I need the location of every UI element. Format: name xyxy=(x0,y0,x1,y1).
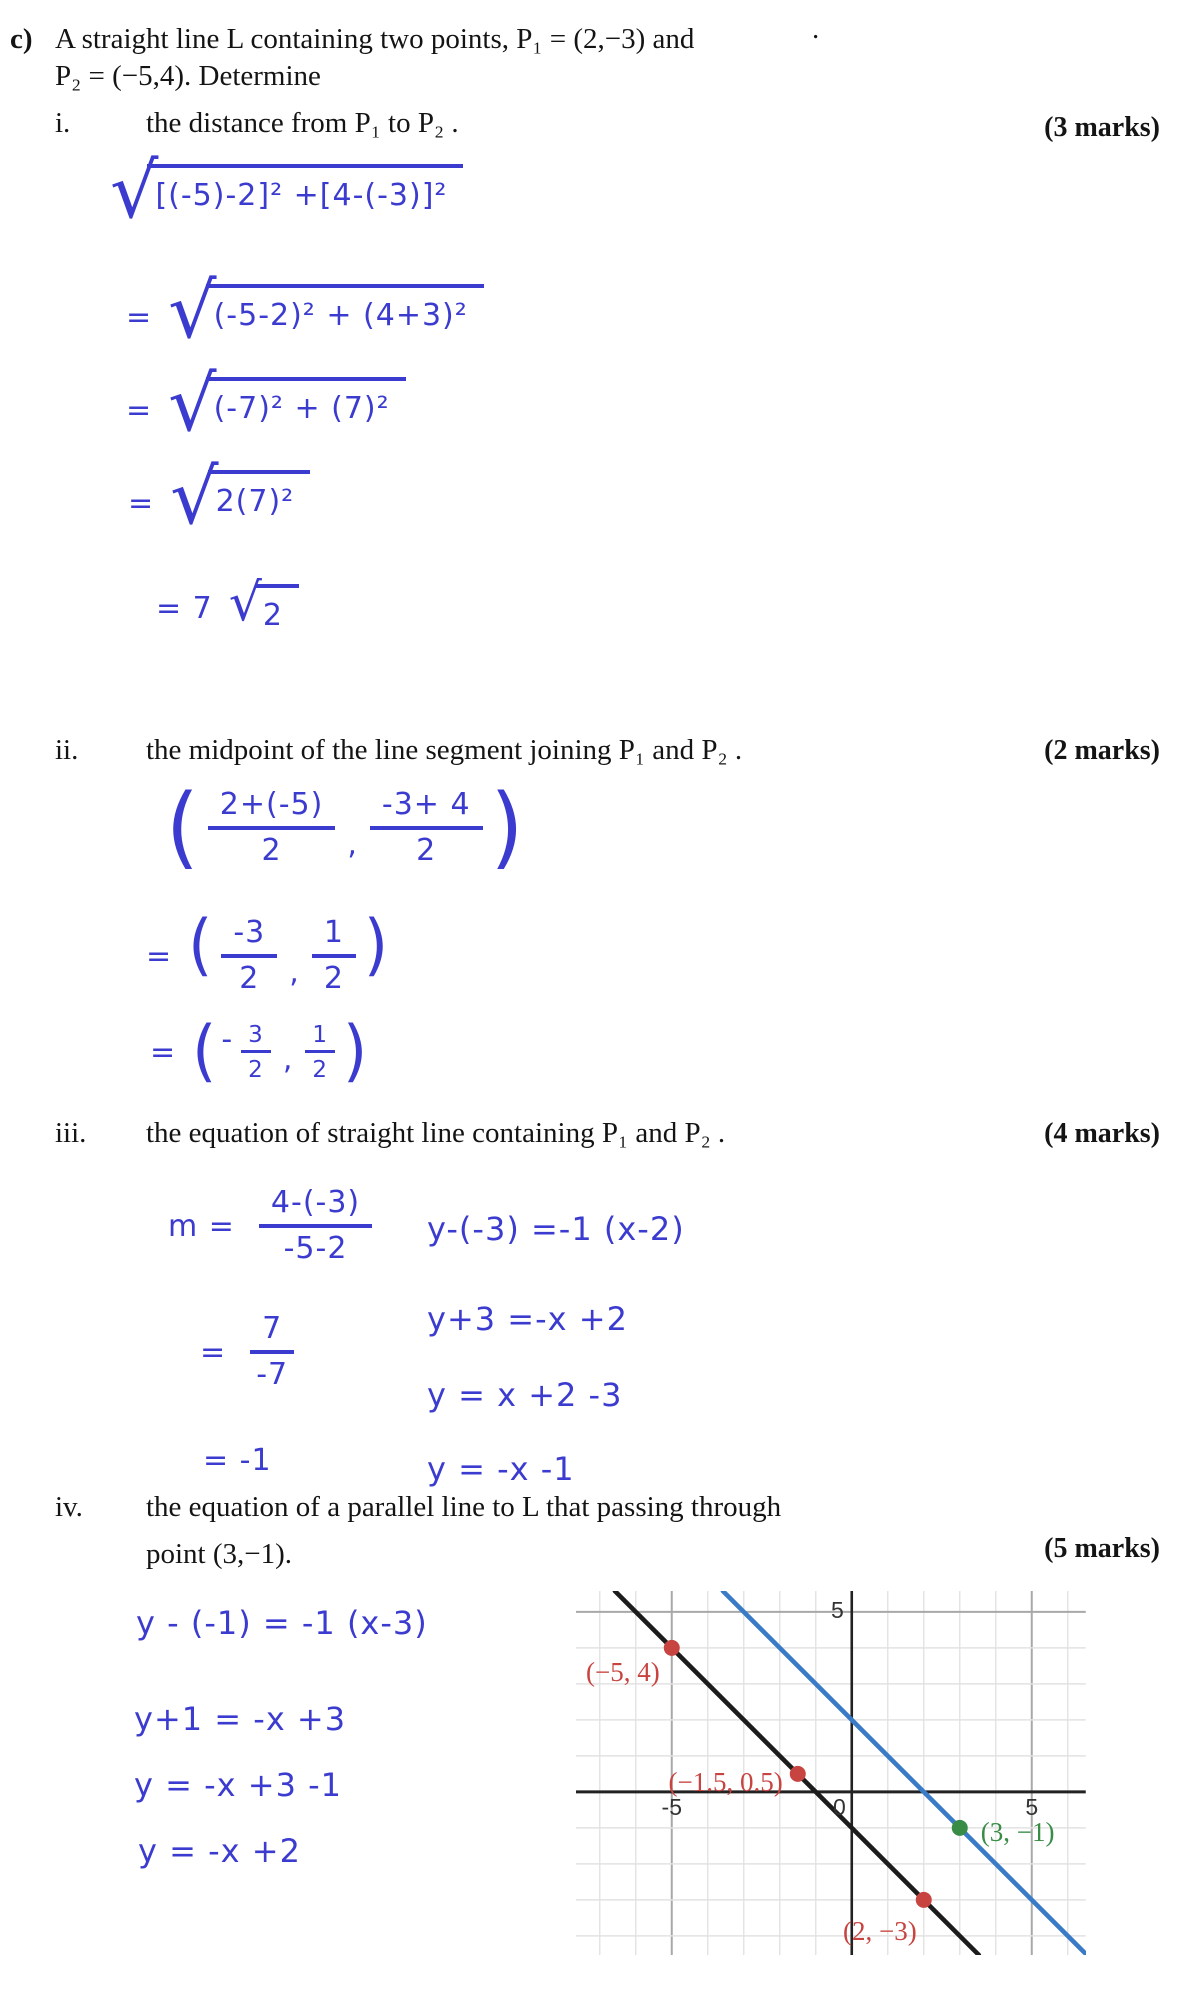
open-paren: ( xyxy=(166,775,200,879)
equals-sign: = xyxy=(126,392,153,428)
item-iv-text-line-1: the equation of a parallel line to L that passing through xyxy=(146,1491,782,1523)
point-dot xyxy=(790,1766,806,1782)
item-iv-text-line-2: point (3,−1). xyxy=(146,1538,293,1570)
fraction: $\frac{3}{2}$ xyxy=(241,1022,271,1083)
fraction: $\frac{2+(-5)}{2}$ xyxy=(208,788,336,868)
x-tick-label: 0 xyxy=(832,1793,846,1820)
comma: , xyxy=(347,827,358,862)
work-iv-line-1: y - (-1) = -1 (x-3) xyxy=(136,1604,428,1642)
equals-sign: = xyxy=(200,1334,227,1370)
work-i-line-5 xyxy=(156,573,299,633)
item-iv-marks: (5 marks) xyxy=(1044,1533,1160,1564)
comma: , xyxy=(282,1042,294,1077)
radicand: (-7)² + (7)² xyxy=(206,377,406,426)
radicand: [(-5)-2]² +[4-(-3)]² xyxy=(147,164,463,213)
point-label: (2, −3) xyxy=(843,1915,917,1946)
work-iii-eq-3: y = x +2 -3 xyxy=(427,1376,623,1414)
point-label: (−5, 4) xyxy=(586,1656,660,1687)
radical-sign: √ xyxy=(170,452,220,541)
point-dot xyxy=(952,1820,968,1836)
equals-seven: = 7 xyxy=(156,591,213,626)
work-iii-slope-1 xyxy=(168,1186,380,1266)
part-label: c) xyxy=(10,23,33,55)
item-iv-numeral: iv. xyxy=(55,1491,83,1523)
question-line-2: P₂ = (−5,4). Determine xyxy=(55,60,321,92)
item-i-text: the distance from P₁ to P₂ . xyxy=(146,107,459,139)
fraction: $\frac{-3}{2}$ xyxy=(221,916,277,996)
work-iii-eq-2: y+3 =-x +2 xyxy=(427,1300,628,1338)
radicand: 2 xyxy=(255,584,299,633)
equals-sign: = xyxy=(146,938,173,974)
item-iii-text: the equation of straight line containing P₁ and P₂ . xyxy=(146,1117,726,1149)
comma: , xyxy=(289,955,300,990)
work-ii-line-2 xyxy=(146,905,390,996)
work-i-line-4 xyxy=(128,452,310,541)
item-ii-text: the midpoint of the line segment joining P₁ and P₂ . xyxy=(146,734,743,766)
minus-sign: - xyxy=(221,1022,234,1057)
open-paren: ( xyxy=(188,905,214,984)
work-iii-slope-2 xyxy=(200,1312,302,1392)
equals-sign: = xyxy=(128,485,155,521)
fraction: $\frac{4-(-3)}{-5-2}$ xyxy=(259,1186,372,1266)
fraction: $\frac{1}{2}$ xyxy=(312,916,356,996)
point-dot xyxy=(916,1892,932,1908)
fraction: $\frac{7}{-7}$ xyxy=(250,1312,294,1392)
close-paren: ) xyxy=(490,775,525,879)
coordinate-graph xyxy=(576,1591,1086,1955)
close-paren: ) xyxy=(363,905,390,984)
radical-sign: √ xyxy=(228,573,263,633)
work-i-line-2 xyxy=(126,266,484,355)
point-label: (−1.5, 0.5) xyxy=(668,1766,783,1797)
item-iii-numeral: iii. xyxy=(55,1117,87,1149)
fraction: $\frac{-3+ 4}{2}$ xyxy=(370,788,483,868)
work-i-line-3 xyxy=(126,359,406,448)
close-paren: ) xyxy=(343,1011,369,1090)
item-i-marks: (3 marks) xyxy=(1044,112,1160,143)
work-iv-line-3: y = -x +3 -1 xyxy=(134,1766,342,1804)
work-ii-line-1 xyxy=(166,775,525,879)
radical-sign: √ xyxy=(168,266,218,355)
y-tick-label: 5 xyxy=(830,1596,844,1623)
point-label: (3, −1) xyxy=(980,1816,1055,1847)
equals-sign: = xyxy=(126,299,153,335)
radicand: (-5-2)² + (4+3)² xyxy=(206,284,484,333)
work-iv-line-2: y+1 = -x +3 xyxy=(134,1700,347,1738)
point-dot xyxy=(664,1640,680,1656)
work-ii-line-3 xyxy=(150,1011,369,1090)
item-ii-numeral: ii. xyxy=(55,734,79,766)
work-iv-line-4: y = -x +2 xyxy=(138,1832,301,1870)
equals-sign: = xyxy=(150,1035,177,1070)
radicand: 2(7)² xyxy=(208,470,311,519)
radical-sign: √ xyxy=(110,146,160,235)
work-i-line-1 xyxy=(110,146,463,235)
item-ii-marks: (2 marks) xyxy=(1044,735,1160,766)
x-tick-label: -5 xyxy=(661,1793,682,1820)
item-iii-marks: (4 marks) xyxy=(1044,1118,1160,1149)
fraction: $\frac{1}{2}$ xyxy=(305,1022,335,1083)
radical-sign: √ xyxy=(168,359,218,448)
stray-dot: . xyxy=(812,13,820,45)
item-i-numeral: i. xyxy=(55,107,71,139)
x-tick-label: 5 xyxy=(1025,1793,1039,1820)
question-line-1: A straight line L containing two points, P₁ = (2,−3) and xyxy=(55,23,695,55)
m-equals: m = xyxy=(168,1208,235,1244)
work-iii-eq-1: y-(-3) =-1 (x-2) xyxy=(427,1210,685,1248)
work-iii-slope-3: = -1 xyxy=(203,1443,272,1478)
open-paren: ( xyxy=(192,1011,218,1090)
work-iii-eq-4: y = -x -1 xyxy=(427,1450,575,1488)
